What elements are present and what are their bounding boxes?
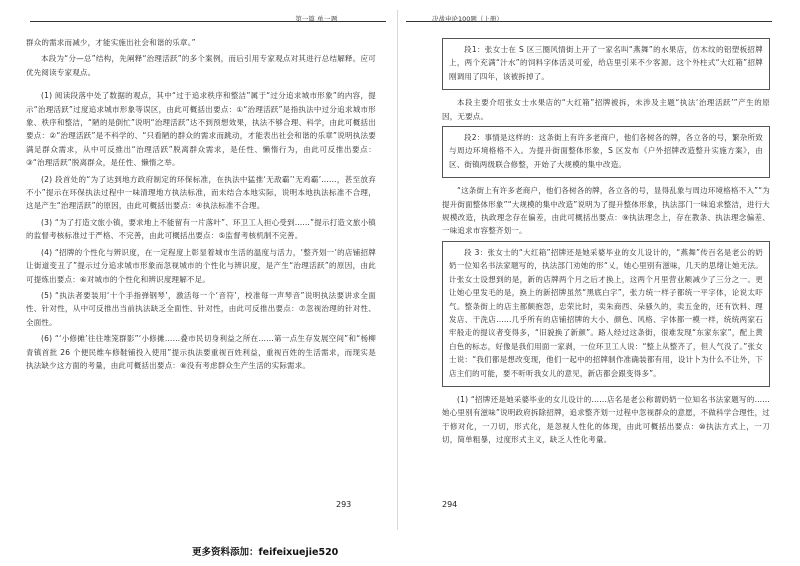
- header-rule: [406, 21, 772, 22]
- part-label: 第一篇: [295, 15, 315, 23]
- promo-caption: 更多资料添加：feifeixuejie520: [192, 547, 339, 558]
- book-title: 决战申论100题（上册）: [432, 15, 503, 23]
- right-page: [402, 0, 792, 540]
- left-body: [26, 36, 376, 375]
- paragraph: 本段主要介绍张女士水果店的“大红箱”招牌被拆，未涉及主题“执法‘治理活跃’”产生的原因，无要点。: [442, 98, 770, 121]
- paragraph: 本段为“分—总”结构，先阐释“治理活跃”的多个案例，而后引用专家观点对其进行总结解释。应可优先阅读专家观点。: [26, 54, 376, 77]
- paragraph: (4) “招牌的个性化与辨识度，在一定程度上彰显着城市生活的温度与活力，‘整齐划一’的店铺招牌让街道变丑了”提示过分追求城市形象而忽视城市的个性化与辨识度，是产生“治理活跃”的原因，由此可提炼出要点：⑥对城市的个性化和辨识度理解不足。: [26, 247, 376, 284]
- paragraph: (6) “‘小修摊’往往堆笼群影”‘小修摊……叠市民切身利益之所在……第一点生存发展空间”和“杨柳青镇首批 26 个便民维车修鞋铺投入使用”提示执法要重视百姓利益，重视百姓的生活需求，而现实是执法缺少这方面的考量，由此可概括出要点：⑧没有考虑群众生产生活的实际需求。: [26, 334, 376, 370]
- paragraph: (3) “为了打造文旅小镇，要求地上不能留有一片落叶”、环卫工人担心受到……”提示打造文旅小镇的监督考核标准过于严格、不完善，由此可概括出要点：⑤监督考核机制不完善。: [26, 217, 376, 241]
- right-body: [442, 36, 770, 450]
- excerpt-box: [442, 38, 770, 90]
- excerpt-box: [442, 241, 770, 387]
- paragraph: (1) 阅读段落中处了数据的观点，其中“过于追求秩序和整洁”属于“过分追求城市形象”的内容，提示“治理活跃”过度追求城市形象等误区，由此可概括出要点：①“治理活跃”是指执法中过分追求城市形象、秩序和整洁，“陋的是倒忙”说明“治理活跃”达不到预想效果，执法不够合理、科学，由此可概括出要点：②“治理活跃”是不科学的、“只看陋的群众的需求而跳动，才能表出社会和谐的乐章”说明执法要满足群众需求，从中可反推出“治理活跃”脱离群众需求，是任性、懒惰行为，由此可反推出要点：③“治理活跃”脱离群众，是任性、懒惰之举。: [26, 91, 376, 168]
- paragraph: (1) “招牌还是她采婆毕业的女儿设计的……店名是老公称谓奶奶一位知名书法家题写的……她心里别有滋味”说明政府拆除招牌，追求整齐划一过程中忽视群众的意愿，不做科学合理性，过于修对化，一刀切，形式化，是忽视人性化的体现，由此可概括出要点：⑩执法方式上，一刀切，简单粗暴，过度形式主义，缺乏人性化考量。: [442, 394, 770, 445]
- page-number: 293: [336, 500, 352, 509]
- paragraph: (5) “执法者要装用‘十个手指弹钢琴’，激活每一个‘音符’，校准每一声琴音”说明执法要讲求全面性、针对性，从中可反推出当前执法缺乏全面性、针对性，由此可反推出要点：⑦忽视治理的针对性、全面性。: [26, 290, 376, 327]
- header-rule: [30, 21, 386, 22]
- left-page: [14, 0, 394, 540]
- paragraph: 段 3：张女士的“大红箱”招牌还是她采婆毕业的女儿设计的，“燕舞”传百名是老公的奶奶一位知名书法家题写的，执法部门劝她的形“乂，她心里别有滋味，几天的思绪让她无法。计张女士设想到的是，新的店牌两个月之后才换上，这两个月里营业额减少了三分之一。更让她心里发毛的是，换上的新招牌虽然“黑底白字”，张力统一样子都统一平字体，论说太吓气。整条街上的店主都颇抱怨，忠荣比时，卖朱商西、朵骚久的，卖五金的，还有饮料、理发店、干洗店……几乎所有的店铺招牌的大小、颜色、风格、字体都一模一样，统统两家石牢般走的提议者变得多，“旧貌换了新颜”。路人经过这条街，很难发现“东家东家”，配上黄白色的标志，好像是我们用面一家剥，一位环卫工人说：“整上从整齐了，但人气没了。”张女士说：“我们都是想改变现，他们一起中的招牌制作准确装都有用，设计卜为什么不让外，下店主们的可能，要不听听我女儿的意见，新店都会跟变得多”。: [449, 247, 763, 378]
- paragraph: 群众的需求而减少，才能实施出社会和谐的乐章。”: [26, 38, 196, 47]
- paragraph: 段1：张女士在 S 区三圈风情街上开了一家名叫“燕舞”的水果店，仿木纹的铝塑板招牌上，两个充满“汁水”的饲料字体活灵可爱，给店里引来不少客源。这个外柱式“大红箱”招牌刚调用了四年，该被拆掉了。: [449, 45, 763, 81]
- chapter-label: 单一题: [317, 15, 338, 23]
- page-number: 294: [442, 500, 458, 509]
- paragraph: “这条街上有许多老商户，他们各树各的牌，各立各的号，显得乱象与周边环境格格不入”“为提升街面整体形象”“大规模的集中改造”说明为了提升整体形象，执法部门一味追求整洁，进行大规模改造，执政理念存在偏差，由此可概括出要点：⑨执法理念上，存在教条、执法理念偏差、一味追求市容整齐划一。: [442, 186, 770, 236]
- paragraph: (2) 段首处的“为了达到地方政府制定的环保标准，在执法中猛推‘无敌霸’‘无鸡霸’……，甚至放弃不小”提示在环保执法过程中一味清理地方执法标准，而未结合本地实际，说明本地执法标准不合理，这是产生“治理活跃”的原因，由此可概括出要点：④执法标准不合理。: [26, 174, 376, 211]
- paragraph: 段2：事情是这样的：这条街上有许多老商户，他们各树各的牌，各立各的号，繁杂所致与周边环境格格不入。为提升街面整体形象，S 区发布《户外招牌改造整升实施方案》，由区、街镇两级联合修整，开始了大规模的集中改造。: [449, 133, 763, 169]
- excerpt-box: [442, 126, 770, 178]
- gutter-divider: [397, 10, 398, 530]
